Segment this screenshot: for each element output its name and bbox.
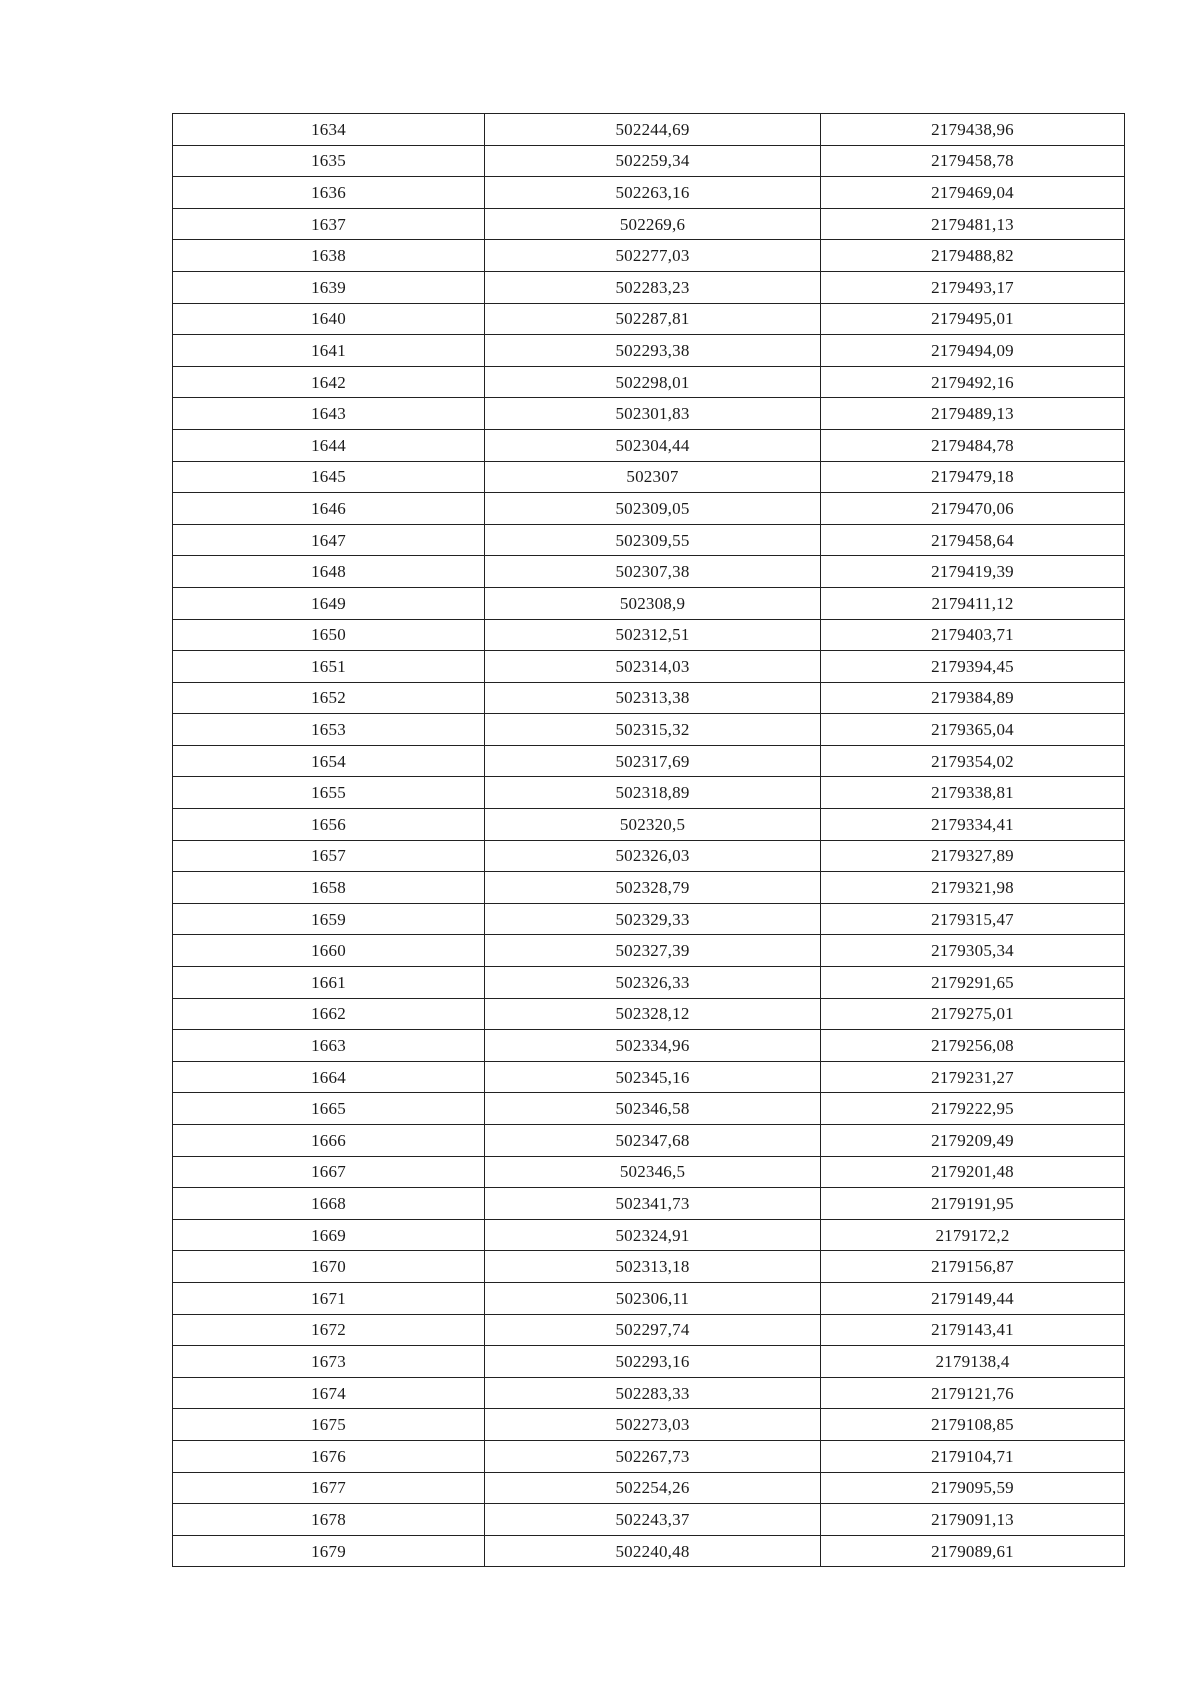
x-coordinate-cell: 502297,74 [485, 1314, 821, 1346]
table-row [173, 651, 1125, 683]
y-coordinate-cell: 2179334,41 [821, 809, 1125, 841]
y-coordinate-cell: 2179484,78 [821, 429, 1125, 461]
point-number-cell: 1663 [173, 1030, 485, 1062]
y-coordinate-cell: 2179403,71 [821, 619, 1125, 651]
point-number-cell: 1638 [173, 240, 485, 272]
point-number-cell: 1655 [173, 777, 485, 809]
table-row [173, 1346, 1125, 1378]
table-row [173, 461, 1125, 493]
y-coordinate-cell: 2179256,08 [821, 1030, 1125, 1062]
x-coordinate-cell: 502308,9 [485, 587, 821, 619]
y-coordinate-cell: 2179149,44 [821, 1282, 1125, 1314]
point-number-cell: 1665 [173, 1093, 485, 1125]
y-coordinate-cell: 2179419,39 [821, 556, 1125, 588]
table-row [173, 682, 1125, 714]
table-row [173, 619, 1125, 651]
point-number-cell: 1644 [173, 429, 485, 461]
y-coordinate-cell: 2179411,12 [821, 587, 1125, 619]
y-coordinate-cell: 2179458,64 [821, 524, 1125, 556]
y-coordinate-cell: 2179108,85 [821, 1409, 1125, 1441]
point-number-cell: 1649 [173, 587, 485, 619]
y-coordinate-cell: 2179394,45 [821, 651, 1125, 683]
y-coordinate-cell: 2179121,76 [821, 1377, 1125, 1409]
x-coordinate-cell: 502324,91 [485, 1219, 821, 1251]
table-row [173, 777, 1125, 809]
y-coordinate-cell: 2179493,17 [821, 271, 1125, 303]
x-coordinate-cell: 502320,5 [485, 809, 821, 841]
x-coordinate-cell: 502307 [485, 461, 821, 493]
table-row [173, 714, 1125, 746]
y-coordinate-cell: 2179458,78 [821, 145, 1125, 177]
x-coordinate-cell: 502304,44 [485, 429, 821, 461]
x-coordinate-cell: 502269,6 [485, 208, 821, 240]
y-coordinate-cell: 2179172,2 [821, 1219, 1125, 1251]
table-row [173, 114, 1125, 146]
point-number-cell: 1669 [173, 1219, 485, 1251]
table-row [173, 398, 1125, 430]
table-row [173, 208, 1125, 240]
x-coordinate-cell: 502254,26 [485, 1472, 821, 1504]
table-row [173, 840, 1125, 872]
table-row [173, 1061, 1125, 1093]
point-number-cell: 1643 [173, 398, 485, 430]
y-coordinate-cell: 2179365,04 [821, 714, 1125, 746]
table-row [173, 935, 1125, 967]
y-coordinate-cell: 2179095,59 [821, 1472, 1125, 1504]
x-coordinate-cell: 502317,69 [485, 745, 821, 777]
point-number-cell: 1646 [173, 493, 485, 525]
table-row [173, 903, 1125, 935]
x-coordinate-cell: 502327,39 [485, 935, 821, 967]
table-row [173, 177, 1125, 209]
point-number-cell: 1654 [173, 745, 485, 777]
x-coordinate-cell: 502312,51 [485, 619, 821, 651]
x-coordinate-cell: 502345,16 [485, 1061, 821, 1093]
table-row [173, 1030, 1125, 1062]
x-coordinate-cell: 502326,33 [485, 967, 821, 999]
x-coordinate-cell: 502243,37 [485, 1504, 821, 1536]
x-coordinate-cell: 502315,32 [485, 714, 821, 746]
x-coordinate-cell: 502263,16 [485, 177, 821, 209]
point-number-cell: 1647 [173, 524, 485, 556]
point-number-cell: 1672 [173, 1314, 485, 1346]
point-number-cell: 1636 [173, 177, 485, 209]
x-coordinate-cell: 502347,68 [485, 1125, 821, 1157]
x-coordinate-cell: 502267,73 [485, 1440, 821, 1472]
y-coordinate-cell: 2179489,13 [821, 398, 1125, 430]
table-row [173, 429, 1125, 461]
table-row [173, 1125, 1125, 1157]
point-number-cell: 1656 [173, 809, 485, 841]
y-coordinate-cell: 2179191,95 [821, 1188, 1125, 1220]
x-coordinate-cell: 502293,38 [485, 335, 821, 367]
table-row [173, 271, 1125, 303]
y-coordinate-cell: 2179354,02 [821, 745, 1125, 777]
point-number-cell: 1660 [173, 935, 485, 967]
table-row [173, 1504, 1125, 1536]
y-coordinate-cell: 2179089,61 [821, 1535, 1125, 1567]
x-coordinate-cell: 502309,55 [485, 524, 821, 556]
point-number-cell: 1659 [173, 903, 485, 935]
x-coordinate-cell: 502273,03 [485, 1409, 821, 1441]
point-number-cell: 1651 [173, 651, 485, 683]
x-coordinate-cell: 502313,18 [485, 1251, 821, 1283]
point-number-cell: 1661 [173, 967, 485, 999]
y-coordinate-cell: 2179156,87 [821, 1251, 1125, 1283]
y-coordinate-cell: 2179495,01 [821, 303, 1125, 335]
x-coordinate-cell: 502277,03 [485, 240, 821, 272]
point-number-cell: 1641 [173, 335, 485, 367]
y-coordinate-cell: 2179104,71 [821, 1440, 1125, 1472]
y-coordinate-cell: 2179222,95 [821, 1093, 1125, 1125]
coordinates-table-body [173, 114, 1125, 1567]
y-coordinate-cell: 2179469,04 [821, 177, 1125, 209]
y-coordinate-cell: 2179384,89 [821, 682, 1125, 714]
y-coordinate-cell: 2179481,13 [821, 208, 1125, 240]
y-coordinate-cell: 2179231,27 [821, 1061, 1125, 1093]
y-coordinate-cell: 2179291,65 [821, 967, 1125, 999]
table-row [173, 809, 1125, 841]
y-coordinate-cell: 2179492,16 [821, 366, 1125, 398]
y-coordinate-cell: 2179275,01 [821, 998, 1125, 1030]
point-number-cell: 1671 [173, 1282, 485, 1314]
x-coordinate-cell: 502283,33 [485, 1377, 821, 1409]
x-coordinate-cell: 502301,83 [485, 398, 821, 430]
x-coordinate-cell: 502307,38 [485, 556, 821, 588]
point-number-cell: 1668 [173, 1188, 485, 1220]
point-number-cell: 1679 [173, 1535, 485, 1567]
table-row [173, 1472, 1125, 1504]
point-number-cell: 1674 [173, 1377, 485, 1409]
x-coordinate-cell: 502306,11 [485, 1282, 821, 1314]
table-row [173, 335, 1125, 367]
y-coordinate-cell: 2179488,82 [821, 240, 1125, 272]
point-number-cell: 1658 [173, 872, 485, 904]
table-row [173, 366, 1125, 398]
x-coordinate-cell: 502334,96 [485, 1030, 821, 1062]
point-number-cell: 1650 [173, 619, 485, 651]
point-number-cell: 1657 [173, 840, 485, 872]
x-coordinate-cell: 502346,5 [485, 1156, 821, 1188]
point-number-cell: 1640 [173, 303, 485, 335]
table-row [173, 556, 1125, 588]
point-number-cell: 1635 [173, 145, 485, 177]
point-number-cell: 1673 [173, 1346, 485, 1378]
y-coordinate-cell: 2179201,48 [821, 1156, 1125, 1188]
x-coordinate-cell: 502328,12 [485, 998, 821, 1030]
x-coordinate-cell: 502326,03 [485, 840, 821, 872]
y-coordinate-cell: 2179305,34 [821, 935, 1125, 967]
x-coordinate-cell: 502287,81 [485, 303, 821, 335]
x-coordinate-cell: 502341,73 [485, 1188, 821, 1220]
table-row [173, 1440, 1125, 1472]
y-coordinate-cell: 2179321,98 [821, 872, 1125, 904]
point-number-cell: 1652 [173, 682, 485, 714]
table-row [173, 240, 1125, 272]
point-number-cell: 1653 [173, 714, 485, 746]
table-row [173, 587, 1125, 619]
x-coordinate-cell: 502314,03 [485, 651, 821, 683]
table-row [173, 1409, 1125, 1441]
y-coordinate-cell: 2179138,4 [821, 1346, 1125, 1378]
y-coordinate-cell: 2179143,41 [821, 1314, 1125, 1346]
x-coordinate-cell: 502309,05 [485, 493, 821, 525]
table-row [173, 1314, 1125, 1346]
point-number-cell: 1677 [173, 1472, 485, 1504]
x-coordinate-cell: 502244,69 [485, 114, 821, 146]
table-row [173, 1093, 1125, 1125]
table-row [173, 1188, 1125, 1220]
y-coordinate-cell: 2179438,96 [821, 114, 1125, 146]
x-coordinate-cell: 502259,34 [485, 145, 821, 177]
point-number-cell: 1634 [173, 114, 485, 146]
x-coordinate-cell: 502313,38 [485, 682, 821, 714]
point-number-cell: 1664 [173, 1061, 485, 1093]
x-coordinate-cell: 502240,48 [485, 1535, 821, 1567]
point-number-cell: 1642 [173, 366, 485, 398]
point-number-cell: 1639 [173, 271, 485, 303]
point-number-cell: 1675 [173, 1409, 485, 1441]
point-number-cell: 1645 [173, 461, 485, 493]
y-coordinate-cell: 2179091,13 [821, 1504, 1125, 1536]
x-coordinate-cell: 502283,23 [485, 271, 821, 303]
point-number-cell: 1637 [173, 208, 485, 240]
x-coordinate-cell: 502293,16 [485, 1346, 821, 1378]
table-row [173, 1219, 1125, 1251]
x-coordinate-cell: 502318,89 [485, 777, 821, 809]
y-coordinate-cell: 2179494,09 [821, 335, 1125, 367]
y-coordinate-cell: 2179315,47 [821, 903, 1125, 935]
table-row [173, 745, 1125, 777]
table-row [173, 1251, 1125, 1283]
point-number-cell: 1648 [173, 556, 485, 588]
table-row [173, 524, 1125, 556]
table-row [173, 872, 1125, 904]
table-row [173, 303, 1125, 335]
table-row [173, 998, 1125, 1030]
x-coordinate-cell: 502328,79 [485, 872, 821, 904]
y-coordinate-cell: 2179479,18 [821, 461, 1125, 493]
table-row [173, 1156, 1125, 1188]
x-coordinate-cell: 502298,01 [485, 366, 821, 398]
point-number-cell: 1662 [173, 998, 485, 1030]
y-coordinate-cell: 2179470,06 [821, 493, 1125, 525]
point-number-cell: 1667 [173, 1156, 485, 1188]
y-coordinate-cell: 2179209,49 [821, 1125, 1125, 1157]
point-number-cell: 1666 [173, 1125, 485, 1157]
x-coordinate-cell: 502329,33 [485, 903, 821, 935]
y-coordinate-cell: 2179327,89 [821, 840, 1125, 872]
point-number-cell: 1676 [173, 1440, 485, 1472]
point-number-cell: 1678 [173, 1504, 485, 1536]
table-row [173, 1282, 1125, 1314]
point-number-cell: 1670 [173, 1251, 485, 1283]
table-row [173, 1377, 1125, 1409]
y-coordinate-cell: 2179338,81 [821, 777, 1125, 809]
coordinates-table [172, 113, 1125, 1567]
table-row [173, 967, 1125, 999]
table-row [173, 493, 1125, 525]
x-coordinate-cell: 502346,58 [485, 1093, 821, 1125]
table-row [173, 145, 1125, 177]
table-row [173, 1535, 1125, 1567]
